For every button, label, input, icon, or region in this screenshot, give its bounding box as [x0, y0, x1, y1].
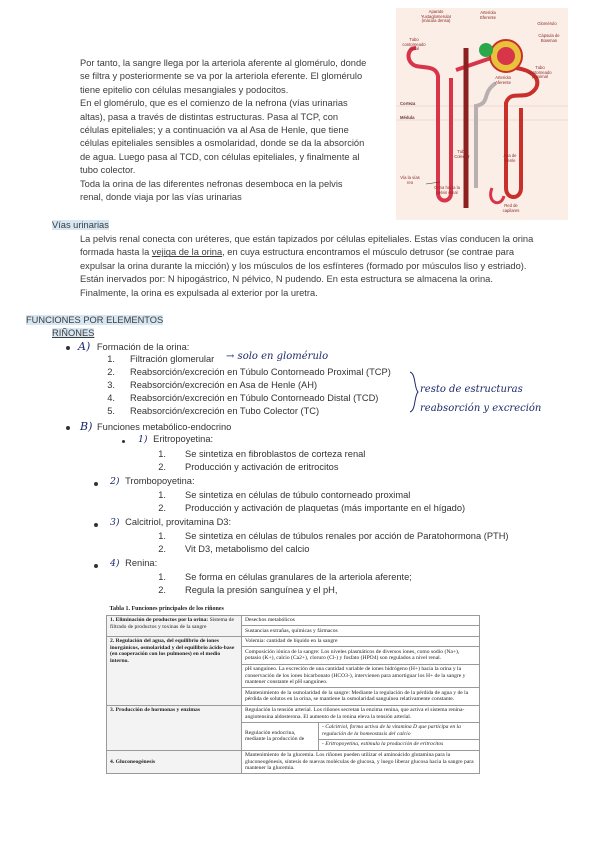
a-item-2: Reabsorción/excreción en Túbulo Contorneado Proximal (TCP) [130, 367, 391, 377]
item-number: 2. [158, 544, 166, 554]
label-orina-pelvis: Orina hacia la pelvis renal [434, 185, 460, 195]
intro-line: células epiteliales sensibles a osmolaridad, donde se da la absorción [80, 138, 365, 149]
a-item-1: Filtración glomerular [130, 354, 215, 364]
b-label: B) [80, 420, 93, 433]
intro-line: En el glomérulo, que es el comienzo de la nefrona (vías urinarias [80, 98, 348, 109]
hormone-name: Renina: [125, 558, 158, 568]
vias-line: Están inervados por: N hipogástrico, N pélvico, N pudendo. En esta estructura se almacena la orina. [80, 274, 493, 285]
a-title: Formación de la orina: [96, 342, 190, 352]
vias-paragraph [80, 233, 580, 300]
item-number: 2. [158, 503, 166, 513]
row-label: Sistema de filtrado de productos y toxinas de la sangre [110, 617, 234, 630]
table-row [107, 636, 480, 647]
intro-line: renal, donde viaja por las vías urinarias [80, 192, 242, 203]
brace-icon [408, 370, 420, 414]
intro-line: Por tanto, la sangre llega por la arteriola aferente al glomérulo, donde [80, 58, 367, 68]
rinones-subheading-text: RIÑONES [52, 328, 95, 338]
hormone-item: Regula la presión sanguínea y el pH, [185, 585, 338, 595]
table-title: Tabla 1. Funciones principales de los riñones [107, 604, 480, 615]
bullet-icon [66, 426, 70, 430]
hormone-item: Se sintetiza en fibroblastos de corteza renal [185, 449, 366, 459]
vias-line: expulsar la orina durante la micción) y los músculos de los esfínteres (formado por músculos liso y estriado). [80, 260, 527, 271]
intro-paragraph [80, 57, 390, 204]
hormone-name: Calcitriol, provitamina D3: [125, 517, 232, 527]
item-number: 1. [158, 572, 166, 582]
bullet-icon [94, 482, 98, 486]
hormone-item: Se forma en células granulares de la arteriola aferente; [185, 572, 412, 582]
hormone-name: Trombopoyetina: [125, 476, 195, 486]
vias-line: Finalmente, la orina es expulsada al exterior por la uretra. [80, 287, 318, 298]
label-glomerulo: Glomérulo [537, 21, 557, 26]
item-number: 2. [158, 585, 166, 595]
table-cell: Regulación endocrina, mediante la producción de [242, 722, 319, 750]
intro-line: se filtra y posteriormente se va por la arteriola eferente. El glomérulo [80, 71, 363, 82]
bullet-icon [94, 564, 98, 568]
vias-heading [52, 219, 109, 232]
vias-line-post: , en cuya estructura encontramos el músculo detrusor (se contrae para [222, 247, 515, 258]
bullet-icon [94, 523, 98, 527]
row-label-bold: 1. Eliminación de productos por la orina: [110, 617, 209, 624]
item-number: 2. [158, 462, 166, 472]
hormone-number: 3) [110, 517, 120, 528]
nephron-figure [396, 8, 568, 220]
vias-heading-text: Vías urinarias [52, 220, 109, 230]
intro-line: de agua. Luego pasa al TCD, con células epiteliales, y finalmente al [80, 151, 360, 162]
b-title: Funciones metabólico-endocrino [96, 422, 232, 432]
label-red-capilares: Red de capilares [502, 203, 520, 213]
note-filtracion: → solo en glomérulo [226, 351, 329, 362]
hormone-number: 4) [110, 558, 120, 569]
bullet-icon [66, 346, 70, 350]
table-cell [107, 615, 242, 636]
label-tubo-proximal: Tubo contorneado proximal [528, 65, 552, 80]
item-number: 3. [107, 380, 115, 390]
table-cell: - Eritropoyetina, estimula la producción de eritrocitos [319, 739, 480, 750]
table-cell: Sustancias extrañas, químicas y fármacos [242, 626, 480, 637]
label-via-orina: Vía la vías reo [400, 175, 420, 185]
funciones-heading-text: FUNCIONES POR ELEMENTOS [26, 315, 164, 325]
note-resto-2: reabsorción y excreción [420, 403, 542, 414]
item-b [80, 420, 231, 433]
table-cell: 4. Gluconeogénesis [107, 750, 242, 774]
intro-line: Toda la orina de las diferentes nefronas desemboca en la pelvis [80, 178, 343, 189]
label-arteriola-aferente: Arteriola Aferente [495, 75, 511, 85]
functions-table [106, 604, 480, 774]
vias-line: La pelvis renal conecta con uréteres, que están tapizados por células epiteliales. Estas vías conducen la orina [80, 234, 534, 244]
table-cell: Composición iónica de la sangre: Los niveles plasmáticos de diversos iones, como sodio (Na+), potasio (K+), calcio (Ca2+), cloruro (Cl-) y fosfato (HPO4) son regulados a nivel renal. [242, 647, 480, 664]
table-cell: Volemia: cantidad de líquido en la sangre [242, 636, 480, 647]
table-row [107, 705, 480, 722]
intro-line: tubo colector. [80, 165, 136, 176]
label-asa-henle: Asa de Henle [503, 153, 517, 163]
hormone-3 [110, 517, 231, 528]
hormone-2 [110, 476, 195, 487]
label-capsula: Cápsula de Bowman [538, 33, 560, 43]
hormone-number: 1) [138, 434, 148, 445]
label-tubo-colector: Tubo Colector [454, 149, 470, 159]
item-number: 4. [107, 393, 115, 403]
table-cell: Mantenimiento de la glucemia. Los riñones pueden utilizar el aminoácido glutamina para la gluconeogénesis, síntesis de nuevas moléculas de glucosa, y luego liberar glucosa hacia la sangre para mantener la glucemia. [242, 750, 480, 774]
label-medula: Médula [400, 115, 415, 120]
intro-line: altas), pasa a través de distintas estructuras. Pasa al TCP, con [80, 111, 339, 122]
vejiga-link: vejiga de la orina [151, 247, 223, 258]
a-label: A) [78, 340, 91, 353]
table-row [107, 615, 480, 626]
table-cell: Desechos metabólicos [242, 615, 480, 626]
item-number: 1. [158, 490, 166, 500]
table-cell: Regulación la tensión arterial. Los riñones secretan la enzima renina, que activa el sistema renina-angiotensina aldosterona. El aumento de la renina eleva la tensión arterial. [242, 705, 480, 722]
funciones-heading [26, 314, 163, 327]
hormone-item: Producción y activación de plaquetas (más importante en el hígado) [185, 503, 466, 513]
bullet-icon [122, 440, 125, 443]
intro-line: células epiteliales; y a continuación va al Asa de Henle, que tiene [80, 125, 349, 136]
hormone-item: Se sintetiza en células de túbulos renales por acción de Paratohormona (PTH) [185, 531, 509, 541]
table-cell: - Calcitriol, forma activa de la vitamina D que participa en la regulación de la homeostasis del calcio [319, 722, 480, 739]
table-row [107, 750, 480, 774]
label-corteza: Corteza [400, 101, 416, 106]
note-resto-1: resto de estructuras [420, 384, 523, 395]
intro-line: tiene epitelio con células mesangiales y podocitos. [80, 84, 289, 95]
label-aparato: Aparato Yuxtaglomerular (mácula densa) [420, 9, 452, 24]
item-number: 5. [107, 406, 115, 416]
item-number: 1. [158, 531, 166, 541]
hormone-item: Vit D3, metabolismo del calcio [185, 544, 310, 554]
table-cell: pH sanguíneo. La excreción de una cantidad variable de iones hidrógeno (H+) hacia la orina y la conservación de los iones bicarbonato (HCO3-), intervienen para amortiguar los H+ de la sangre y mantener constante el pH sanguíneo. [242, 664, 480, 688]
hormone-name: Eritropoyetina: [153, 434, 214, 444]
a-item-3: Reabsorción/excreción en Asa de Henle (AH) [130, 380, 318, 390]
hormone-item: Se sintetiza en células de túbulo contorneado proximal [185, 490, 411, 500]
item-a [78, 340, 189, 353]
label-arteriola-eferente: Arteriola Eferente [480, 10, 496, 20]
rinones-subheading [52, 327, 94, 340]
item-number: 1. [107, 354, 115, 364]
label-tubo-distal: Tubo contorneado distal [402, 37, 426, 52]
item-number: 1. [158, 449, 166, 459]
item-number: 2. [107, 367, 115, 377]
vias-line-pre: formada hasta la [80, 247, 152, 258]
table-cell: 3. Producción de hormonas y enzimas [107, 705, 242, 750]
a-item-4: Reabsorción/excreción en Túbulo Contorneado Distal (TCD) [130, 393, 379, 403]
hormone-1 [138, 434, 213, 445]
hormone-item: Producción y activación de eritrocitos [185, 462, 339, 472]
vias-line [80, 246, 580, 259]
table-cell: 2. Regulación del agua, del equilibrio de iones inorgánicos, osmolaridad y del equilibrio ácido-base (en cooperación con los pulmones) en el medio interno. [107, 636, 242, 705]
a-item-5: Reabsorción/excreción en Tubo Colector (TC) [130, 406, 320, 416]
table-cell: Mantenimiento de la osmolaridad de la sangre: Mediante la regulación de la pérdida de agua y de la pérdida de solutos en la orina, se mantiene la osmolaridad sanguínea relativamente constante. [242, 688, 480, 705]
hormone-4 [110, 558, 157, 569]
hormone-number: 2) [110, 476, 120, 487]
